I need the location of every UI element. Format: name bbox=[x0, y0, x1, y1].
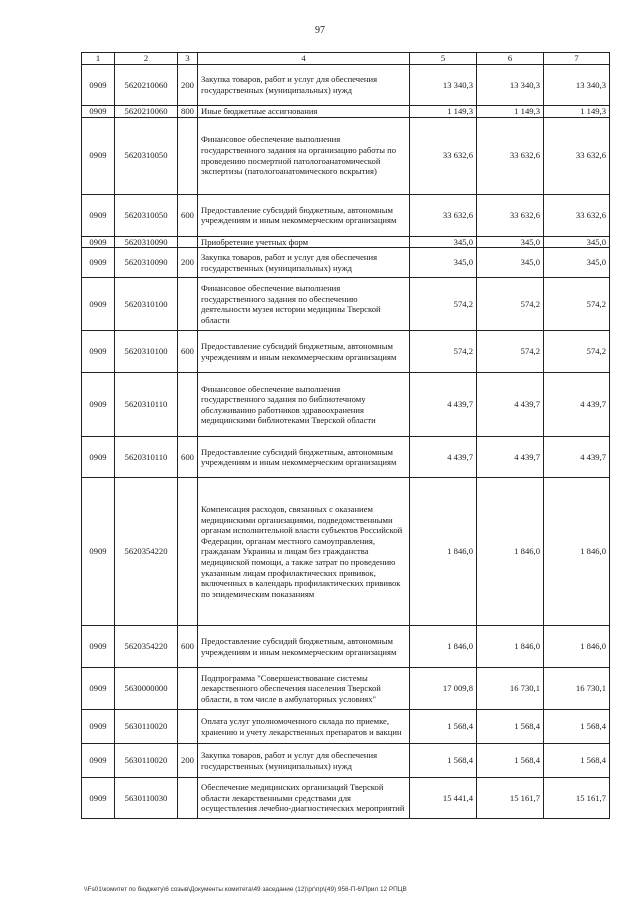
amount-year2-cell: 15 161,7 bbox=[477, 778, 544, 819]
section-code-cell: 0909 bbox=[82, 437, 115, 478]
target-article-cell: 5630110020 bbox=[115, 710, 178, 744]
budget-table bbox=[81, 52, 610, 819]
amount-year1-cell: 1 568,4 bbox=[410, 744, 477, 778]
amount-year2-cell: 1 568,4 bbox=[477, 744, 544, 778]
table-row bbox=[82, 117, 610, 194]
expense-type-cell: 800 bbox=[178, 106, 198, 118]
amount-year1-cell: 345,0 bbox=[410, 248, 477, 278]
expense-type-cell: 600 bbox=[178, 626, 198, 668]
amount-year3-cell: 33 632,6 bbox=[544, 194, 610, 236]
section-code-cell: 0909 bbox=[82, 478, 115, 626]
amount-year3-cell: 4 439,7 bbox=[544, 437, 610, 478]
section-code-cell: 0909 bbox=[82, 668, 115, 710]
amount-year2-cell: 345,0 bbox=[477, 236, 544, 248]
footer-file-path: \\Fs01\комитет по бюджету\6 созыв\Документы комитета\49 заседание (12)\рг\пр\(49) 956-П-6\Прил 12 РПЦВ bbox=[84, 886, 407, 893]
expense-type-cell: 200 bbox=[178, 248, 198, 278]
amount-year3-cell: 574,2 bbox=[544, 278, 610, 331]
amount-year2-cell: 33 632,6 bbox=[477, 194, 544, 236]
amount-year1-cell: 33 632,6 bbox=[410, 117, 477, 194]
amount-year2-cell: 13 340,3 bbox=[477, 65, 544, 106]
amount-year2-cell: 1 149,3 bbox=[477, 106, 544, 118]
target-article-cell: 5630110030 bbox=[115, 778, 178, 819]
target-article-cell: 5620310110 bbox=[115, 373, 178, 437]
amount-year2-cell: 4 439,7 bbox=[477, 373, 544, 437]
target-article-cell: 5620310100 bbox=[115, 331, 178, 373]
section-code-cell: 0909 bbox=[82, 373, 115, 437]
table-row bbox=[82, 626, 610, 668]
amount-year1-cell: 574,2 bbox=[410, 331, 477, 373]
amount-year2-cell: 574,2 bbox=[477, 331, 544, 373]
table-row bbox=[82, 248, 610, 278]
table-row bbox=[82, 710, 610, 744]
table-row bbox=[82, 778, 610, 819]
expense-type-cell bbox=[178, 117, 198, 194]
amount-year3-cell: 574,2 bbox=[544, 331, 610, 373]
expense-type-cell bbox=[178, 236, 198, 248]
expense-type-cell: 200 bbox=[178, 65, 198, 106]
amount-year1-cell: 1 149,3 bbox=[410, 106, 477, 118]
amount-year2-cell: 574,2 bbox=[477, 278, 544, 331]
section-code-cell: 0909 bbox=[82, 106, 115, 118]
description-cell: Предоставление субсидий бюджетным, автономным учреждениям и иным некоммерческим организациям bbox=[198, 331, 410, 373]
description-cell: Финансовое обеспечение выполнения государственного задания по обеспечению деятельности музея истории медицины Тверской области bbox=[198, 278, 410, 331]
section-code-cell: 0909 bbox=[82, 710, 115, 744]
target-article-cell: 5620310100 bbox=[115, 278, 178, 331]
amount-year3-cell: 1 568,4 bbox=[544, 710, 610, 744]
description-cell: Иные бюджетные ассигнования bbox=[198, 106, 410, 118]
description-cell: Обеспечение медицинских организаций Тверской области лекарственными средствами для осуществления лечебно-диагностических мероприятий bbox=[198, 778, 410, 819]
expense-type-cell: 600 bbox=[178, 437, 198, 478]
amount-year2-cell: 16 730,1 bbox=[477, 668, 544, 710]
description-cell: Предоставление субсидий бюджетным, автономным учреждениям и иным некоммерческим организациям bbox=[198, 626, 410, 668]
table-row bbox=[82, 668, 610, 710]
amount-year2-cell: 1 568,4 bbox=[477, 710, 544, 744]
table-row bbox=[82, 278, 610, 331]
amount-year1-cell: 1 846,0 bbox=[410, 626, 477, 668]
header-cell: 4 bbox=[198, 53, 410, 65]
expense-type-cell bbox=[178, 668, 198, 710]
target-article-cell: 5620310090 bbox=[115, 236, 178, 248]
description-cell: Закупка товаров, работ и услуг для обеспечения государственных (муниципальных) нужд bbox=[198, 248, 410, 278]
description-cell: Финансовое обеспечение выполнения государственного задания по библиотечному обслуживанию работников здравоохранения медицинскими библиотеками Тверской области bbox=[198, 373, 410, 437]
target-article-cell: 5630110020 bbox=[115, 744, 178, 778]
target-article-cell: 5620310050 bbox=[115, 194, 178, 236]
amount-year3-cell: 4 439,7 bbox=[544, 373, 610, 437]
amount-year2-cell: 345,0 bbox=[477, 248, 544, 278]
amount-year1-cell: 574,2 bbox=[410, 278, 477, 331]
table-row bbox=[82, 65, 610, 106]
amount-year2-cell: 1 846,0 bbox=[477, 626, 544, 668]
header-cell: 6 bbox=[477, 53, 544, 65]
section-code-cell: 0909 bbox=[82, 278, 115, 331]
amount-year1-cell: 345,0 bbox=[410, 236, 477, 248]
amount-year1-cell: 4 439,7 bbox=[410, 373, 477, 437]
section-code-cell: 0909 bbox=[82, 248, 115, 278]
target-article-cell: 5620310090 bbox=[115, 248, 178, 278]
table-row bbox=[82, 373, 610, 437]
section-code-cell: 0909 bbox=[82, 744, 115, 778]
description-cell: Приобретение учетных форм bbox=[198, 236, 410, 248]
description-cell: Предоставление субсидий бюджетным, автономным учреждениям и иным некоммерческим организациям bbox=[198, 194, 410, 236]
description-cell: Закупка товаров, работ и услуг для обеспечения государственных (муниципальных) нужд bbox=[198, 744, 410, 778]
table-row bbox=[82, 437, 610, 478]
section-code-cell: 0909 bbox=[82, 65, 115, 106]
amount-year3-cell: 345,0 bbox=[544, 248, 610, 278]
expense-type-cell bbox=[178, 778, 198, 819]
amount-year1-cell: 4 439,7 bbox=[410, 437, 477, 478]
description-cell: Подпрограмма "Совершенствование системы лекарственного обеспечения населения Тверской области, в том числе в амбулаторных условиях" bbox=[198, 668, 410, 710]
amount-year1-cell: 15 441,4 bbox=[410, 778, 477, 819]
amount-year1-cell: 13 340,3 bbox=[410, 65, 477, 106]
table-row bbox=[82, 106, 610, 118]
section-code-cell: 0909 bbox=[82, 194, 115, 236]
target-article-cell: 5620210060 bbox=[115, 65, 178, 106]
header-cell: 2 bbox=[115, 53, 178, 65]
target-article-cell: 5620310050 bbox=[115, 117, 178, 194]
amount-year3-cell: 33 632,6 bbox=[544, 117, 610, 194]
amount-year3-cell: 1 846,0 bbox=[544, 626, 610, 668]
expense-type-cell bbox=[178, 278, 198, 331]
header-cell: 5 bbox=[410, 53, 477, 65]
table-row bbox=[82, 331, 610, 373]
amount-year1-cell: 1 846,0 bbox=[410, 478, 477, 626]
amount-year3-cell: 16 730,1 bbox=[544, 668, 610, 710]
amount-year3-cell: 1 846,0 bbox=[544, 478, 610, 626]
target-article-cell: 5620310110 bbox=[115, 437, 178, 478]
amount-year2-cell: 33 632,6 bbox=[477, 117, 544, 194]
table-row bbox=[82, 194, 610, 236]
table-row bbox=[82, 478, 610, 626]
amount-year3-cell: 1 568,4 bbox=[544, 744, 610, 778]
expense-type-cell bbox=[178, 478, 198, 626]
amount-year1-cell: 1 568,4 bbox=[410, 710, 477, 744]
description-cell: Финансовое обеспечение выполнения государственного задания на организацию работы по проведению посмертной патологоанатомической экспертизы (патологоанатомического вскрытия) bbox=[198, 117, 410, 194]
expense-type-cell bbox=[178, 710, 198, 744]
expense-type-cell: 600 bbox=[178, 194, 198, 236]
amount-year2-cell: 1 846,0 bbox=[477, 478, 544, 626]
amount-year3-cell: 13 340,3 bbox=[544, 65, 610, 106]
target-article-cell: 5630000000 bbox=[115, 668, 178, 710]
page-number: 97 bbox=[315, 25, 325, 36]
header-cell: 7 bbox=[544, 53, 610, 65]
header-cell: 3 bbox=[178, 53, 198, 65]
header-cell: 1 bbox=[82, 53, 115, 65]
description-cell: Закупка товаров, работ и услуг для обеспечения государственных (муниципальных) нужд bbox=[198, 65, 410, 106]
description-cell: Предоставление субсидий бюджетным, автономным учреждениям и иным некоммерческим организациям bbox=[198, 437, 410, 478]
description-cell: Оплата услуг уполномоченного склада по приемке, хранению и учету лекарственных препаратов и вакцин bbox=[198, 710, 410, 744]
target-article-cell: 5620354220 bbox=[115, 626, 178, 668]
section-code-cell: 0909 bbox=[82, 236, 115, 248]
amount-year1-cell: 33 632,6 bbox=[410, 194, 477, 236]
section-code-cell: 0909 bbox=[82, 778, 115, 819]
table-row bbox=[82, 236, 610, 248]
description-cell: Компенсация расходов, связанных с оказанием медицинскими организациями, подведомственными органам исполнительной власти субъектов Российской Федерации, органам местного самоуправления, гражданам Украины и лицам без гражданства медицинской помощи, а также затрат по проведению указанным лицам профилактических прививок, включенных в календарь профилактических прививок по эпидемическим показаниям bbox=[198, 478, 410, 626]
table-row bbox=[82, 744, 610, 778]
expense-type-cell bbox=[178, 373, 198, 437]
amount-year1-cell: 17 009,8 bbox=[410, 668, 477, 710]
header-row bbox=[82, 53, 610, 65]
section-code-cell: 0909 bbox=[82, 626, 115, 668]
target-article-cell: 5620354220 bbox=[115, 478, 178, 626]
target-article-cell: 5620210060 bbox=[115, 106, 178, 118]
expense-type-cell: 600 bbox=[178, 331, 198, 373]
section-code-cell: 0909 bbox=[82, 117, 115, 194]
amount-year3-cell: 345,0 bbox=[544, 236, 610, 248]
amount-year3-cell: 15 161,7 bbox=[544, 778, 610, 819]
expense-type-cell: 200 bbox=[178, 744, 198, 778]
amount-year3-cell: 1 149,3 bbox=[544, 106, 610, 118]
amount-year2-cell: 4 439,7 bbox=[477, 437, 544, 478]
section-code-cell: 0909 bbox=[82, 331, 115, 373]
